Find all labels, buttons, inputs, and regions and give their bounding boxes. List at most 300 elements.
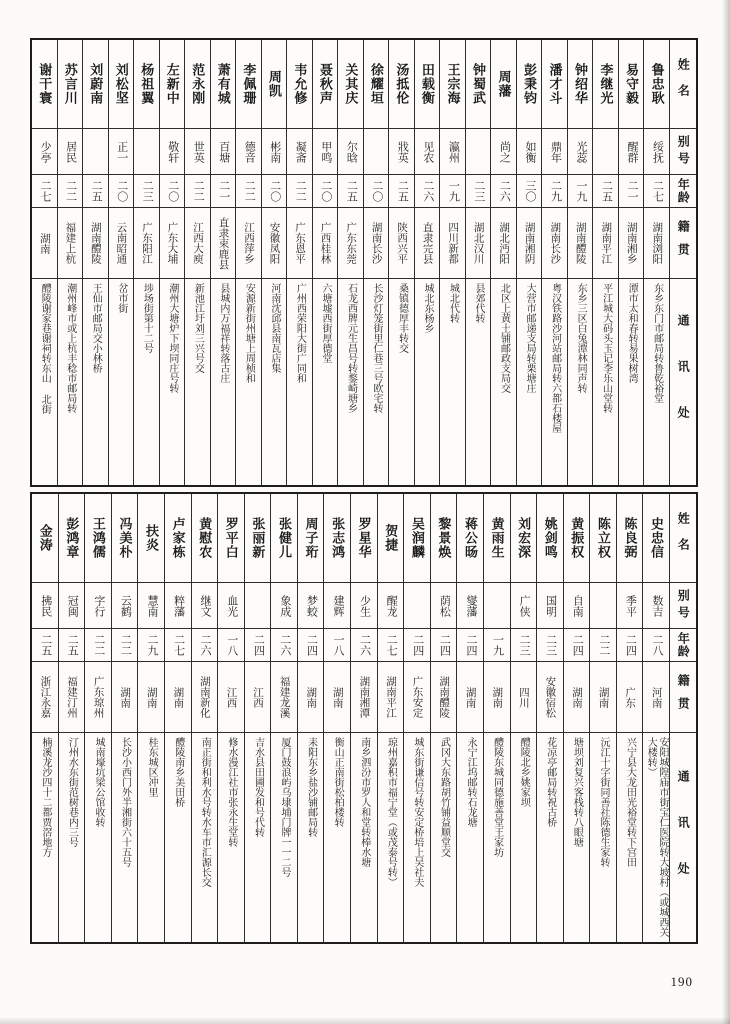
place-cell: 江西 xyxy=(218,661,244,732)
age-cell: 二五 xyxy=(338,174,363,207)
address-cell: 厦门鼓浪屿乌埭埔门牌一一二号 xyxy=(271,732,297,942)
address-cell: 琼州嘉积市福宁堂（或茂泰号转） xyxy=(378,732,404,942)
name-cell: 彭秉钧 xyxy=(521,63,537,105)
place-cell: 浙江永嘉 xyxy=(32,661,58,732)
person-column xyxy=(32,494,58,942)
header-column xyxy=(669,494,696,942)
age-cell: 一九 xyxy=(568,174,593,207)
header-alias-label: 别号 xyxy=(670,128,696,174)
name-cell: 李佩珊 xyxy=(241,63,257,105)
alias-cell: 季平 xyxy=(617,582,643,628)
place-cell: 福建上杭 xyxy=(58,207,83,278)
person-column xyxy=(58,494,85,942)
address-cell: 北区上黄土铺邮政支局交 xyxy=(491,278,516,485)
alias-cell: 自南 xyxy=(564,582,590,628)
alias-cell: 世英 xyxy=(185,128,210,174)
name-cell: 黄雨生 xyxy=(489,517,505,559)
name-cell: 张健儿 xyxy=(276,517,292,559)
alias-cell: 云鹤 xyxy=(112,582,138,628)
place-cell: 湖南湘潭 xyxy=(351,661,377,732)
address-cell: 六塘墟西街厚德堂 xyxy=(313,278,338,485)
name-cell: 关其庆 xyxy=(343,63,359,105)
address-cell: 塘坝刘复兴客栈转八眼塘 xyxy=(564,732,590,942)
place-cell: 直隶完县 xyxy=(415,207,440,278)
name-cell: 萧有城 xyxy=(215,63,231,105)
place-cell: 湖南平江 xyxy=(593,207,618,278)
place-cell: 直隶束鹿县 xyxy=(211,207,236,278)
place-cell: 广东 xyxy=(617,661,643,732)
person-column xyxy=(618,40,644,485)
address-cell: 岔市街 xyxy=(109,278,134,485)
header-place-label: 籍贯 xyxy=(670,207,696,278)
person-column xyxy=(323,494,350,942)
name-cell: 刘蔚南 xyxy=(88,63,104,105)
address-cell: 耒阳东乡盐沙铺邮局转 xyxy=(298,732,324,942)
age-cell: 二三 xyxy=(466,174,491,207)
place-cell: 湖南 xyxy=(484,661,510,732)
alias-cell: 燮藩 xyxy=(457,582,483,628)
name-cell: 姚剑鸣 xyxy=(542,517,558,559)
person-column xyxy=(235,40,261,485)
address-cell: 大营市邮递支局转栗塘庄 xyxy=(517,278,542,485)
age-cell: 三〇 xyxy=(517,174,542,207)
address-cell: 东乡东门市邮局转鲁乾裕堂 xyxy=(644,278,669,485)
address-cell: 醴陵北乡姚家坝 xyxy=(511,732,537,942)
age-cell: 二九 xyxy=(542,174,567,207)
name-cell: 徐耀垣 xyxy=(368,63,384,105)
address-cell: 埗场街第十二号 xyxy=(134,278,159,485)
address-cell: 城北东杨乡 xyxy=(415,278,440,485)
alias-cell: 象成 xyxy=(271,582,297,628)
alias-cell: 彬南 xyxy=(262,128,287,174)
person-column xyxy=(388,40,414,485)
person-column xyxy=(567,40,593,485)
person-column xyxy=(210,40,236,485)
place-cell: 湖南 xyxy=(138,661,164,732)
name-cell: 田载衡 xyxy=(419,63,435,105)
name-cell: 金涛 xyxy=(37,524,53,552)
place-cell: 湖南 xyxy=(112,661,138,732)
age-cell: 二八 xyxy=(643,628,669,661)
person-column xyxy=(312,40,338,485)
age-cell: 二六 xyxy=(415,174,440,207)
place-cell: 四川新都 xyxy=(440,207,465,278)
name-cell: 蒋公旸 xyxy=(462,517,478,559)
place-cell: 湖南长沙 xyxy=(364,207,389,278)
place-cell: 湖北汉川 xyxy=(466,207,491,278)
address-cell: 城南壕坑梁公馆收转 xyxy=(85,732,111,942)
place-cell: 江西 xyxy=(245,661,271,732)
name-cell: 冯美朴 xyxy=(117,517,133,559)
age-cell: 二三 xyxy=(511,628,537,661)
alias-cell xyxy=(590,582,616,628)
place-cell: 湖南浏阳 xyxy=(644,207,669,278)
alias-cell: 正一 xyxy=(109,128,134,174)
alias-cell: 绥抚 xyxy=(644,128,669,174)
alias-cell xyxy=(593,128,618,174)
alias-cell: 戕英 xyxy=(389,128,414,174)
alias-cell: 冠闽 xyxy=(59,582,85,628)
age-cell: 二一 xyxy=(619,174,644,207)
directory-table-bottom xyxy=(30,492,698,944)
name-cell: 周子珩 xyxy=(303,517,319,559)
age-cell: 二九 xyxy=(138,628,164,661)
person-column xyxy=(337,40,363,485)
address-cell: 潮州大塘炉下坝同庄号转 xyxy=(160,278,185,485)
address-cell: 长沙灯笼街里仁巷三号欧宅转 xyxy=(364,278,389,485)
place-cell: 云南昭通 xyxy=(109,207,134,278)
name-cell: 钟绍华 xyxy=(573,63,589,105)
person-column xyxy=(184,40,210,485)
name-cell: 吴润麟 xyxy=(409,517,425,559)
address-cell: 县郊代转 xyxy=(466,278,491,485)
alias-cell: 字行 xyxy=(85,582,111,628)
address-cell: 修水漫江社市张永生堂转 xyxy=(218,732,244,942)
alias-cell: 尔晗 xyxy=(338,128,363,174)
person-column xyxy=(377,494,404,942)
address-cell: 石龙西牌元生昌号转鍪崎塘乡 xyxy=(338,278,363,485)
header-name-label: 姓名 xyxy=(676,58,691,110)
place-cell: 湖南长沙 xyxy=(542,207,567,278)
name-cell: 钟蜀武 xyxy=(470,63,486,105)
name-cell: 韦允修 xyxy=(292,63,308,105)
address-cell: 楠溪龙沙四十二都贾滘地方 xyxy=(32,732,58,942)
alias-cell: 居民 xyxy=(58,128,83,174)
person-column xyxy=(363,40,389,485)
scan-edge-bottom xyxy=(0,1017,730,1024)
alias-cell: 德音 xyxy=(236,128,261,174)
alias-cell: 拂民 xyxy=(32,582,58,628)
place-cell: 湖南醴陵 xyxy=(83,207,108,278)
place-cell: 江西萍乡 xyxy=(236,207,261,278)
scan-edge-right xyxy=(722,0,730,1024)
place-cell: 福建龙溪 xyxy=(271,661,297,732)
person-column xyxy=(541,40,567,485)
alias-cell xyxy=(404,582,430,628)
age-cell: 一九 xyxy=(440,174,465,207)
header-place-label: 籍贯 xyxy=(670,661,696,732)
person-column xyxy=(261,40,287,485)
name-cell: 潘才斗 xyxy=(547,63,563,105)
address-cell: 河南沈邱县南瓦店集 xyxy=(262,278,287,485)
name-cell: 陈良弼 xyxy=(622,517,638,559)
age-cell: 一八 xyxy=(324,628,350,661)
alias-cell: 国明 xyxy=(537,582,563,628)
person-column xyxy=(270,494,297,942)
directory-table-top xyxy=(30,38,698,487)
person-column xyxy=(159,40,185,485)
place-cell: 湖北沔阳 xyxy=(491,207,516,278)
alias-cell: 见农 xyxy=(415,128,440,174)
place-cell: 江西大庾 xyxy=(185,207,210,278)
age-cell: 一八 xyxy=(218,628,244,661)
person-column xyxy=(217,494,244,942)
person-column xyxy=(536,494,563,942)
place-cell: 安徽凤阳 xyxy=(262,207,287,278)
address-cell: 桑镇德厚丰转交 xyxy=(389,278,414,485)
alias-cell: 广侠 xyxy=(511,582,537,628)
header-column xyxy=(669,40,696,485)
place-cell: 湖南醴陵 xyxy=(431,661,457,732)
name-cell: 李继光 xyxy=(598,63,614,105)
age-cell: 二四 xyxy=(298,628,324,661)
page-content xyxy=(30,38,698,944)
address-cell: 长沙小西门外半湘街六十五号 xyxy=(112,732,138,942)
age-cell: 二七 xyxy=(378,628,404,661)
place-cell: 广东安定 xyxy=(404,661,430,732)
address-cell: 城北代转 xyxy=(440,278,465,485)
person-column xyxy=(456,494,483,942)
place-cell: 广东琼州 xyxy=(85,661,111,732)
person-column xyxy=(32,40,57,485)
age-cell: 二〇 xyxy=(364,174,389,207)
age-cell: 二五 xyxy=(83,174,108,207)
name-cell: 周凯 xyxy=(266,70,282,98)
age-cell: 二六 xyxy=(491,174,516,207)
age-cell: 二〇 xyxy=(160,174,185,207)
place-cell: 福建汀州 xyxy=(59,661,85,732)
name-cell: 史忠信 xyxy=(649,517,665,559)
age-cell: 二五 xyxy=(32,628,58,661)
alias-cell: 醒群 xyxy=(619,128,644,174)
name-cell: 刘宏深 xyxy=(516,517,532,559)
name-cell: 扶炎 xyxy=(144,524,160,552)
person-column xyxy=(516,40,542,485)
name-cell: 黄振权 xyxy=(569,517,585,559)
place-cell: 湖南湘乡 xyxy=(619,207,644,278)
name-cell: 苏言川 xyxy=(62,63,78,105)
header-age-label: 年龄 xyxy=(670,628,696,661)
address-cell: 吉水县田圃发和号代转 xyxy=(245,732,271,942)
alias-cell: 建辉 xyxy=(324,582,350,628)
name-cell: 罗星华 xyxy=(356,517,372,559)
address-cell: 县城内万福祥转落古庄 xyxy=(211,278,236,485)
address-cell: 王仙市邮局交小林桥 xyxy=(83,278,108,485)
person-column xyxy=(84,494,111,942)
name-cell: 周藩 xyxy=(496,70,512,98)
age-cell: 二七 xyxy=(165,628,191,661)
alias-cell xyxy=(364,128,389,174)
address-cell: 潭市太和春转易果树湾 xyxy=(619,278,644,485)
address-cell: 新池江圩刘三兴号交 xyxy=(185,278,210,485)
address-cell: 安源新街州塘上周桢和 xyxy=(236,278,261,485)
alias-cell: 醒龙 xyxy=(378,582,404,628)
alias-cell xyxy=(466,128,491,174)
age-cell: 二二 xyxy=(58,174,83,207)
age-cell: 二五 xyxy=(389,174,414,207)
place-cell: 湖南醴陵 xyxy=(568,207,593,278)
name-cell: 罗平白 xyxy=(223,517,239,559)
name-cell: 易守毅 xyxy=(624,63,640,105)
person-column xyxy=(643,40,669,485)
place-cell: 湖南湘阴 xyxy=(517,207,542,278)
alias-cell: 瀛州 xyxy=(440,128,465,174)
place-cell: 湖南 xyxy=(32,207,57,278)
name-cell: 鲁忠耿 xyxy=(649,63,665,105)
name-cell: 卢家栋 xyxy=(170,517,186,559)
age-cell: 二五 xyxy=(593,174,618,207)
place-cell: 安徽宿松 xyxy=(537,661,563,732)
place-cell: 湖南 xyxy=(457,661,483,732)
name-cell: 张志鸿 xyxy=(330,517,346,559)
alias-cell: 继文 xyxy=(192,582,218,628)
address-cell: 衡山正南街松柏楼转 xyxy=(324,732,350,942)
person-column xyxy=(191,494,218,942)
person-column xyxy=(403,494,430,942)
name-cell: 左新中 xyxy=(164,63,180,105)
age-cell: 一九 xyxy=(484,628,510,661)
address-cell: 沅江十字街同善社陈德生家转 xyxy=(590,732,616,942)
address-cell: 永宁江坞邮转石龙塘 xyxy=(457,732,483,942)
person-column xyxy=(490,40,516,485)
person-column xyxy=(57,40,83,485)
address-cell: 粤汉铁路沙河站邮局转六都石楼屋 xyxy=(542,278,567,485)
alias-cell: 凝斋 xyxy=(287,128,312,174)
person-column xyxy=(164,494,191,942)
person-column xyxy=(430,494,457,942)
person-column xyxy=(137,494,164,942)
age-cell: 二四 xyxy=(617,628,643,661)
header-alias-label: 别号 xyxy=(670,582,696,628)
name-cell: 汤抵伦 xyxy=(394,63,410,105)
address-cell: 城东街谦信号转安定桥培上吴社夫 xyxy=(404,732,430,942)
age-cell: 二五 xyxy=(59,628,85,661)
age-cell: 二二 xyxy=(590,628,616,661)
name-cell: 陈立权 xyxy=(595,517,611,559)
name-cell: 彭鸿章 xyxy=(64,517,80,559)
person-column xyxy=(297,494,324,942)
place-cell: 湖南 xyxy=(590,661,616,732)
age-cell: 二四 xyxy=(564,628,590,661)
alias-cell: 光蕊 xyxy=(568,128,593,174)
address-cell: 南正街和利水号转水车市汇源长交 xyxy=(192,732,218,942)
person-column xyxy=(616,494,643,942)
alias-cell: 血光 xyxy=(218,582,244,628)
place-cell: 四川 xyxy=(511,661,537,732)
address-cell: 醴陵南乡美田桥 xyxy=(165,732,191,942)
header-name-label: 姓名 xyxy=(676,512,691,564)
age-cell: 二〇 xyxy=(262,174,287,207)
alias-cell xyxy=(83,128,108,174)
alias-cell: 慧南 xyxy=(138,582,164,628)
place-cell: 湖南 xyxy=(165,661,191,732)
name-cell: 刘松坚 xyxy=(113,63,129,105)
place-cell: 广东阳江 xyxy=(134,207,159,278)
place-cell: 广西桂林 xyxy=(313,207,338,278)
person-column xyxy=(510,494,537,942)
address-cell: 桂东城区冲里 xyxy=(138,732,164,942)
age-cell: 二〇 xyxy=(313,174,338,207)
address-cell: 安阳城隍庙市街宝仁医院转大坡村（或城西关大楼转） xyxy=(643,732,669,942)
name-cell: 谢干寰 xyxy=(37,63,53,105)
address-cell: 平江城大码头玉记李乐山堂转 xyxy=(593,278,618,485)
age-cell: 二七 xyxy=(32,174,57,207)
age-cell: 二二 xyxy=(236,174,261,207)
age-cell: 二二 xyxy=(112,628,138,661)
person-column xyxy=(465,40,491,485)
header-address-label: 通讯处 xyxy=(670,732,696,942)
alias-cell: 如衡 xyxy=(517,128,542,174)
name-cell: 贺捷 xyxy=(383,524,399,552)
alias-cell: 尚之 xyxy=(491,128,516,174)
alias-cell xyxy=(484,582,510,628)
name-cell: 王鸿儒 xyxy=(90,517,106,559)
person-column xyxy=(414,40,440,485)
alias-cell: 甲鸣 xyxy=(313,128,338,174)
age-cell: 二六 xyxy=(192,628,218,661)
alias-cell: 梦蛟 xyxy=(298,582,324,628)
address-cell: 潮州峰市或上杭丰稔市邮局转 xyxy=(58,278,83,485)
age-cell: 二六 xyxy=(271,628,297,661)
address-cell: 广州西荣阳大街广同和 xyxy=(287,278,312,485)
age-cell: 二七 xyxy=(644,174,669,207)
person-column xyxy=(592,40,618,485)
address-cell: 花凉亭邮局转祝古桥 xyxy=(537,732,563,942)
alias-cell: 数吉 xyxy=(643,582,669,628)
address-cell: 南乡泗汾市罗人和堂转棒水塘 xyxy=(351,732,377,942)
age-cell: 二四 xyxy=(404,628,430,661)
person-column xyxy=(111,494,138,942)
alias-cell: 粹藩 xyxy=(165,582,191,628)
age-cell: 二〇 xyxy=(109,174,134,207)
alias-cell xyxy=(245,582,271,628)
alias-cell: 百塘 xyxy=(211,128,236,174)
address-cell: 兴宁县大龙田光裕堂转下宫田 xyxy=(617,732,643,942)
place-cell: 陕西兴平 xyxy=(389,207,414,278)
age-cell: 二三 xyxy=(134,174,159,207)
age-cell: 二四 xyxy=(245,628,271,661)
name-cell: 杨祖翼 xyxy=(139,63,155,105)
alias-cell: 敬轩 xyxy=(160,128,185,174)
alias-cell xyxy=(134,128,159,174)
address-cell: 汀州水东街范树巷内三号 xyxy=(59,732,85,942)
place-cell: 广东大埔 xyxy=(160,207,185,278)
person-column xyxy=(133,40,159,485)
person-column xyxy=(244,494,271,942)
place-cell: 广东恩平 xyxy=(287,207,312,278)
person-column xyxy=(108,40,134,485)
alias-cell: 荫松 xyxy=(431,582,457,628)
name-cell: 黎景焕 xyxy=(436,517,452,559)
place-cell: 河南 xyxy=(643,661,669,732)
address-cell: 醴陵谢家巷谢祠转东山 北街 xyxy=(32,278,57,485)
place-cell: 湖南新化 xyxy=(192,661,218,732)
person-column xyxy=(483,494,510,942)
place-cell: 湖南 xyxy=(324,661,350,732)
person-column xyxy=(563,494,590,942)
name-cell: 范永刚 xyxy=(190,63,206,105)
page-number: 190 xyxy=(670,974,693,989)
place-cell: 广东东莞 xyxy=(338,207,363,278)
name-cell: 黄慰农 xyxy=(197,517,213,559)
address-cell: 醴陵东城同德施善堂王家坊 xyxy=(484,732,510,942)
person-column xyxy=(439,40,465,485)
alias-cell: 鼎年 xyxy=(542,128,567,174)
place-cell: 湖南 xyxy=(564,661,590,732)
person-column xyxy=(286,40,312,485)
age-cell: 二三 xyxy=(537,628,563,661)
alias-cell: 少生 xyxy=(351,582,377,628)
place-cell: 湖南平江 xyxy=(378,661,404,732)
age-cell: 二二 xyxy=(185,174,210,207)
alias-cell: 少亭 xyxy=(32,128,57,174)
person-column xyxy=(350,494,377,942)
name-cell: 张丽新 xyxy=(250,517,266,559)
person-column xyxy=(82,40,108,485)
age-cell: 二二 xyxy=(287,174,312,207)
name-cell: 王宗海 xyxy=(445,63,461,105)
age-cell: 二六 xyxy=(351,628,377,661)
